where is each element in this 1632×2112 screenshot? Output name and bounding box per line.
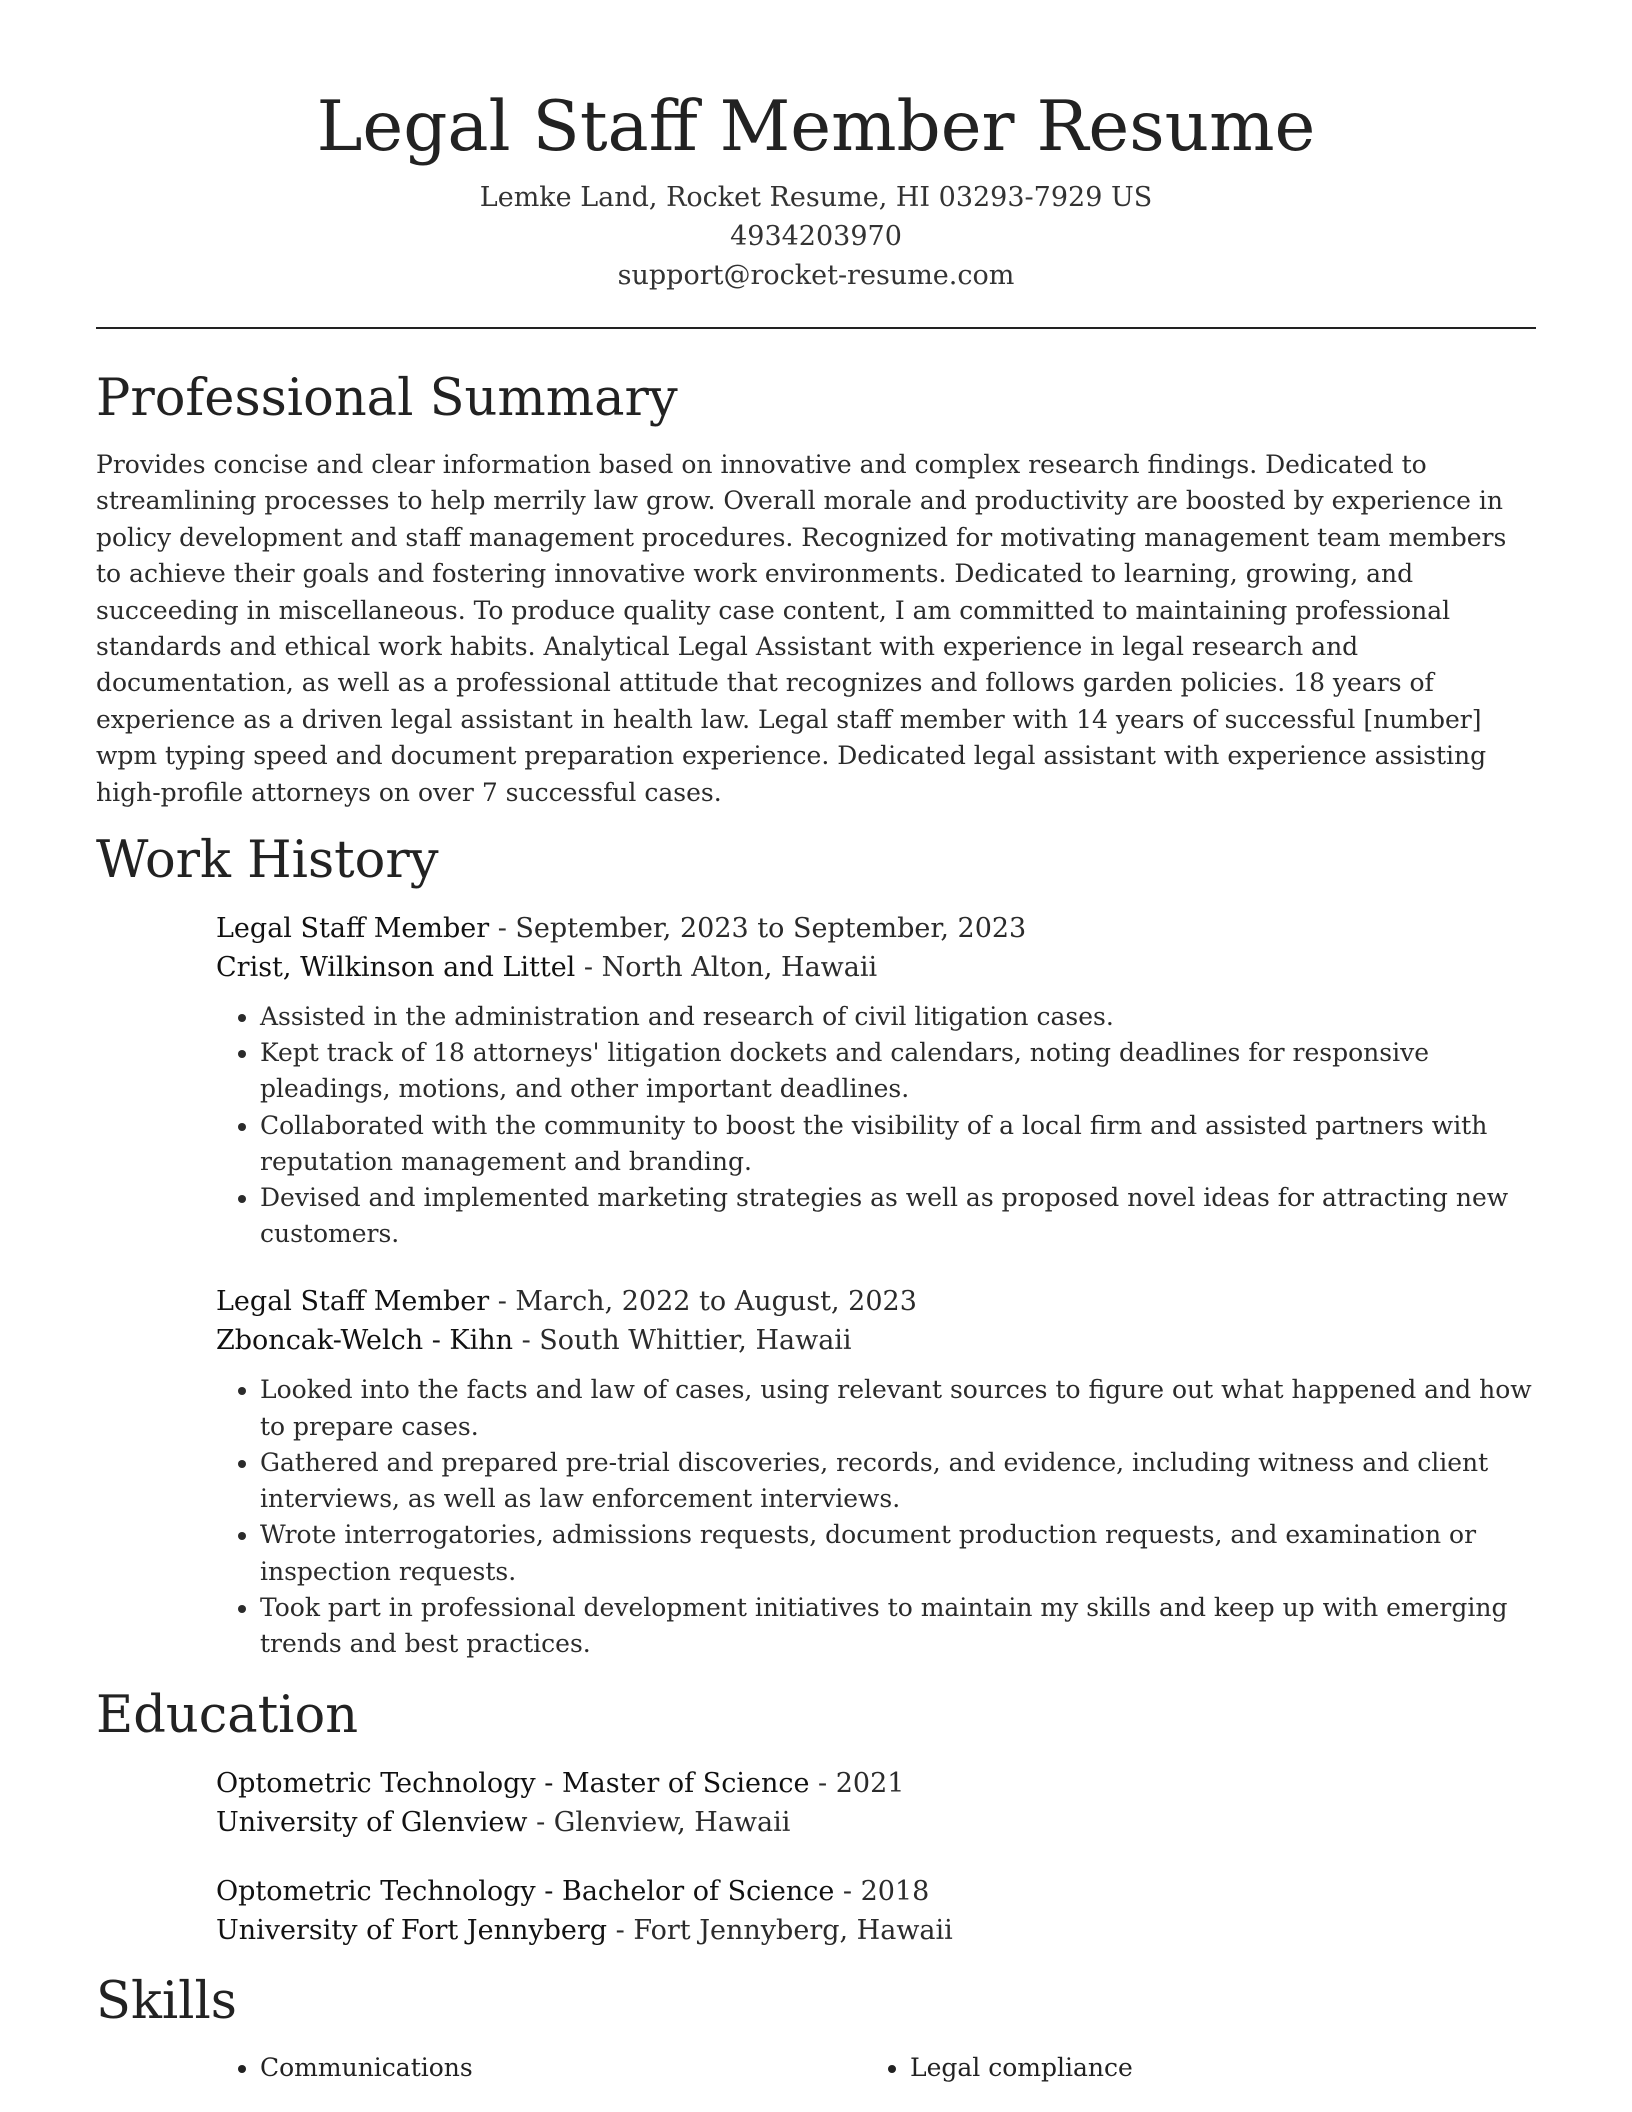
job-title-line [216,909,1536,948]
contact-address: Lemke Land, Rocket Resume, HI 03293-7929 US [479,182,1153,213]
skill-item: • Legal compliance [910,2050,1516,2086]
job-company: Crist, Wilkinson and Littel [216,952,576,984]
job-bullet: • Wrote interrogatories, admissions requests, document production requests, and examination or inspection requests. [260,1517,1536,1589]
summary-text: Provides concise and clear information based on innovative and complex research findings. Dedicated to streamlining processes to help merrily law grow. Overall morale and productivity are boosted by experience in policy development and staff management procedures. Recognized for motivating management team members to achieve their goals and fostering innovative work environments. Dedicated to learning, growing, and succeeding in miscellaneous. To produce quality case content, I am committed to maintaining professional standards and ethical work habits. Analytical Legal Assistant with experience in legal research and documentation, as well as a professional attitude that recognizes and follows garden policies. 18 years of experience as a driven legal assistant in health law. Legal staff member with 14 years of successful [number] wpm typing speed and document preparation experience. Dedicated legal assistant with experience assisting high-profile attorneys on over 7 successful cases. [96,450,1507,807]
education-section [96,1686,1536,1950]
summary-section [96,369,1536,811]
skills-column-right [866,2050,1516,2086]
work-history-heading: Work History [96,831,439,891]
job-bullets [216,999,1536,1252]
job-bullet: • Kept track of 18 attorneys' litigation dockets and calendars, noting deadlines for responsive pleadings, motions, and other important deadlines. [260,1035,1536,1107]
job-dates: - March, 2022 to August, 2023 [489,1286,917,1318]
work-history-section [96,831,1536,1662]
education-school-line [216,1911,1536,1950]
skill-item: • Communications [260,2050,866,2086]
skills-section [96,1972,1536,2086]
job-bullet: • Took part in professional development initiatives to maintain my skills and keep up with emerging trends and best practices. [260,1590,1536,1662]
job-company-line [216,948,1536,987]
job-location: - South Whittier, Hawaii [513,1325,852,1357]
skills-grid [216,2050,1536,2086]
header-divider [96,327,1536,329]
education-year: - 2018 [834,1876,930,1908]
job-company-line [216,1321,1536,1360]
skills-column-left [216,2050,866,2086]
education-field: Optometric Technology [216,1876,536,1908]
education-degree: - Bachelor of Science [535,1876,835,1908]
job-bullet: • Looked into the facts and law of cases, using relevant sources to figure out what happened and how to prepare cases. [260,1372,1536,1444]
resume-page [96,0,1536,2086]
job-bullets [216,1372,1536,1662]
education-field: Optometric Technology [216,1768,536,1800]
education-school: University of Fort Jennyberg [216,1915,608,1947]
job-title: Legal Staff Member [216,1286,490,1318]
education-entry [216,1764,1536,1842]
job-entry [216,1282,1536,1662]
job-location: - North Alton, Hawaii [575,952,878,984]
job-entry [216,909,1536,1252]
education-year: - 2021 [809,1768,905,1800]
job-dates: - September, 2023 to September, 2023 [489,913,1027,945]
summary-heading: Professional Summary [96,369,678,428]
job-bullet: • Devised and implemented marketing strategies as well as proposed novel ideas for attracting new customers. [260,1180,1536,1252]
job-company: Zboncak-Welch - Kihn [216,1325,513,1357]
contact-info [96,178,1536,295]
education-heading: Education [96,1686,359,1746]
education-location: - Fort Jennyberg, Hawaii [607,1915,953,1947]
education-school-line [216,1803,1536,1842]
contact-phone: 4934203970 [730,221,902,252]
education-degree: - Master of Science [535,1768,810,1800]
education-school: University of Glenview [216,1807,528,1839]
resume-title: Legal Staff Member Resume [316,87,1316,167]
resume-header [96,0,1536,329]
skills-heading: Skills [96,1972,237,2032]
job-bullet: • Gathered and prepared pre-trial discoveries, records, and evidence, including witness and client interviews, as well as law enforcement interviews. [260,1445,1536,1517]
job-title: Legal Staff Member [216,913,490,945]
job-title-line [216,1282,1536,1321]
job-bullet: • Collaborated with the community to boost the visibility of a local firm and assisted partners with reputation management and branding. [260,1108,1536,1180]
contact-email: support@rocket-resume.com [617,260,1015,291]
education-degree-line [216,1872,1536,1911]
job-bullet: • Assisted in the administration and research of civil litigation cases. [260,999,1536,1035]
education-degree-line [216,1764,1536,1803]
education-location: - Glenview, Hawaii [527,1807,791,1839]
education-entry [216,1872,1536,1950]
